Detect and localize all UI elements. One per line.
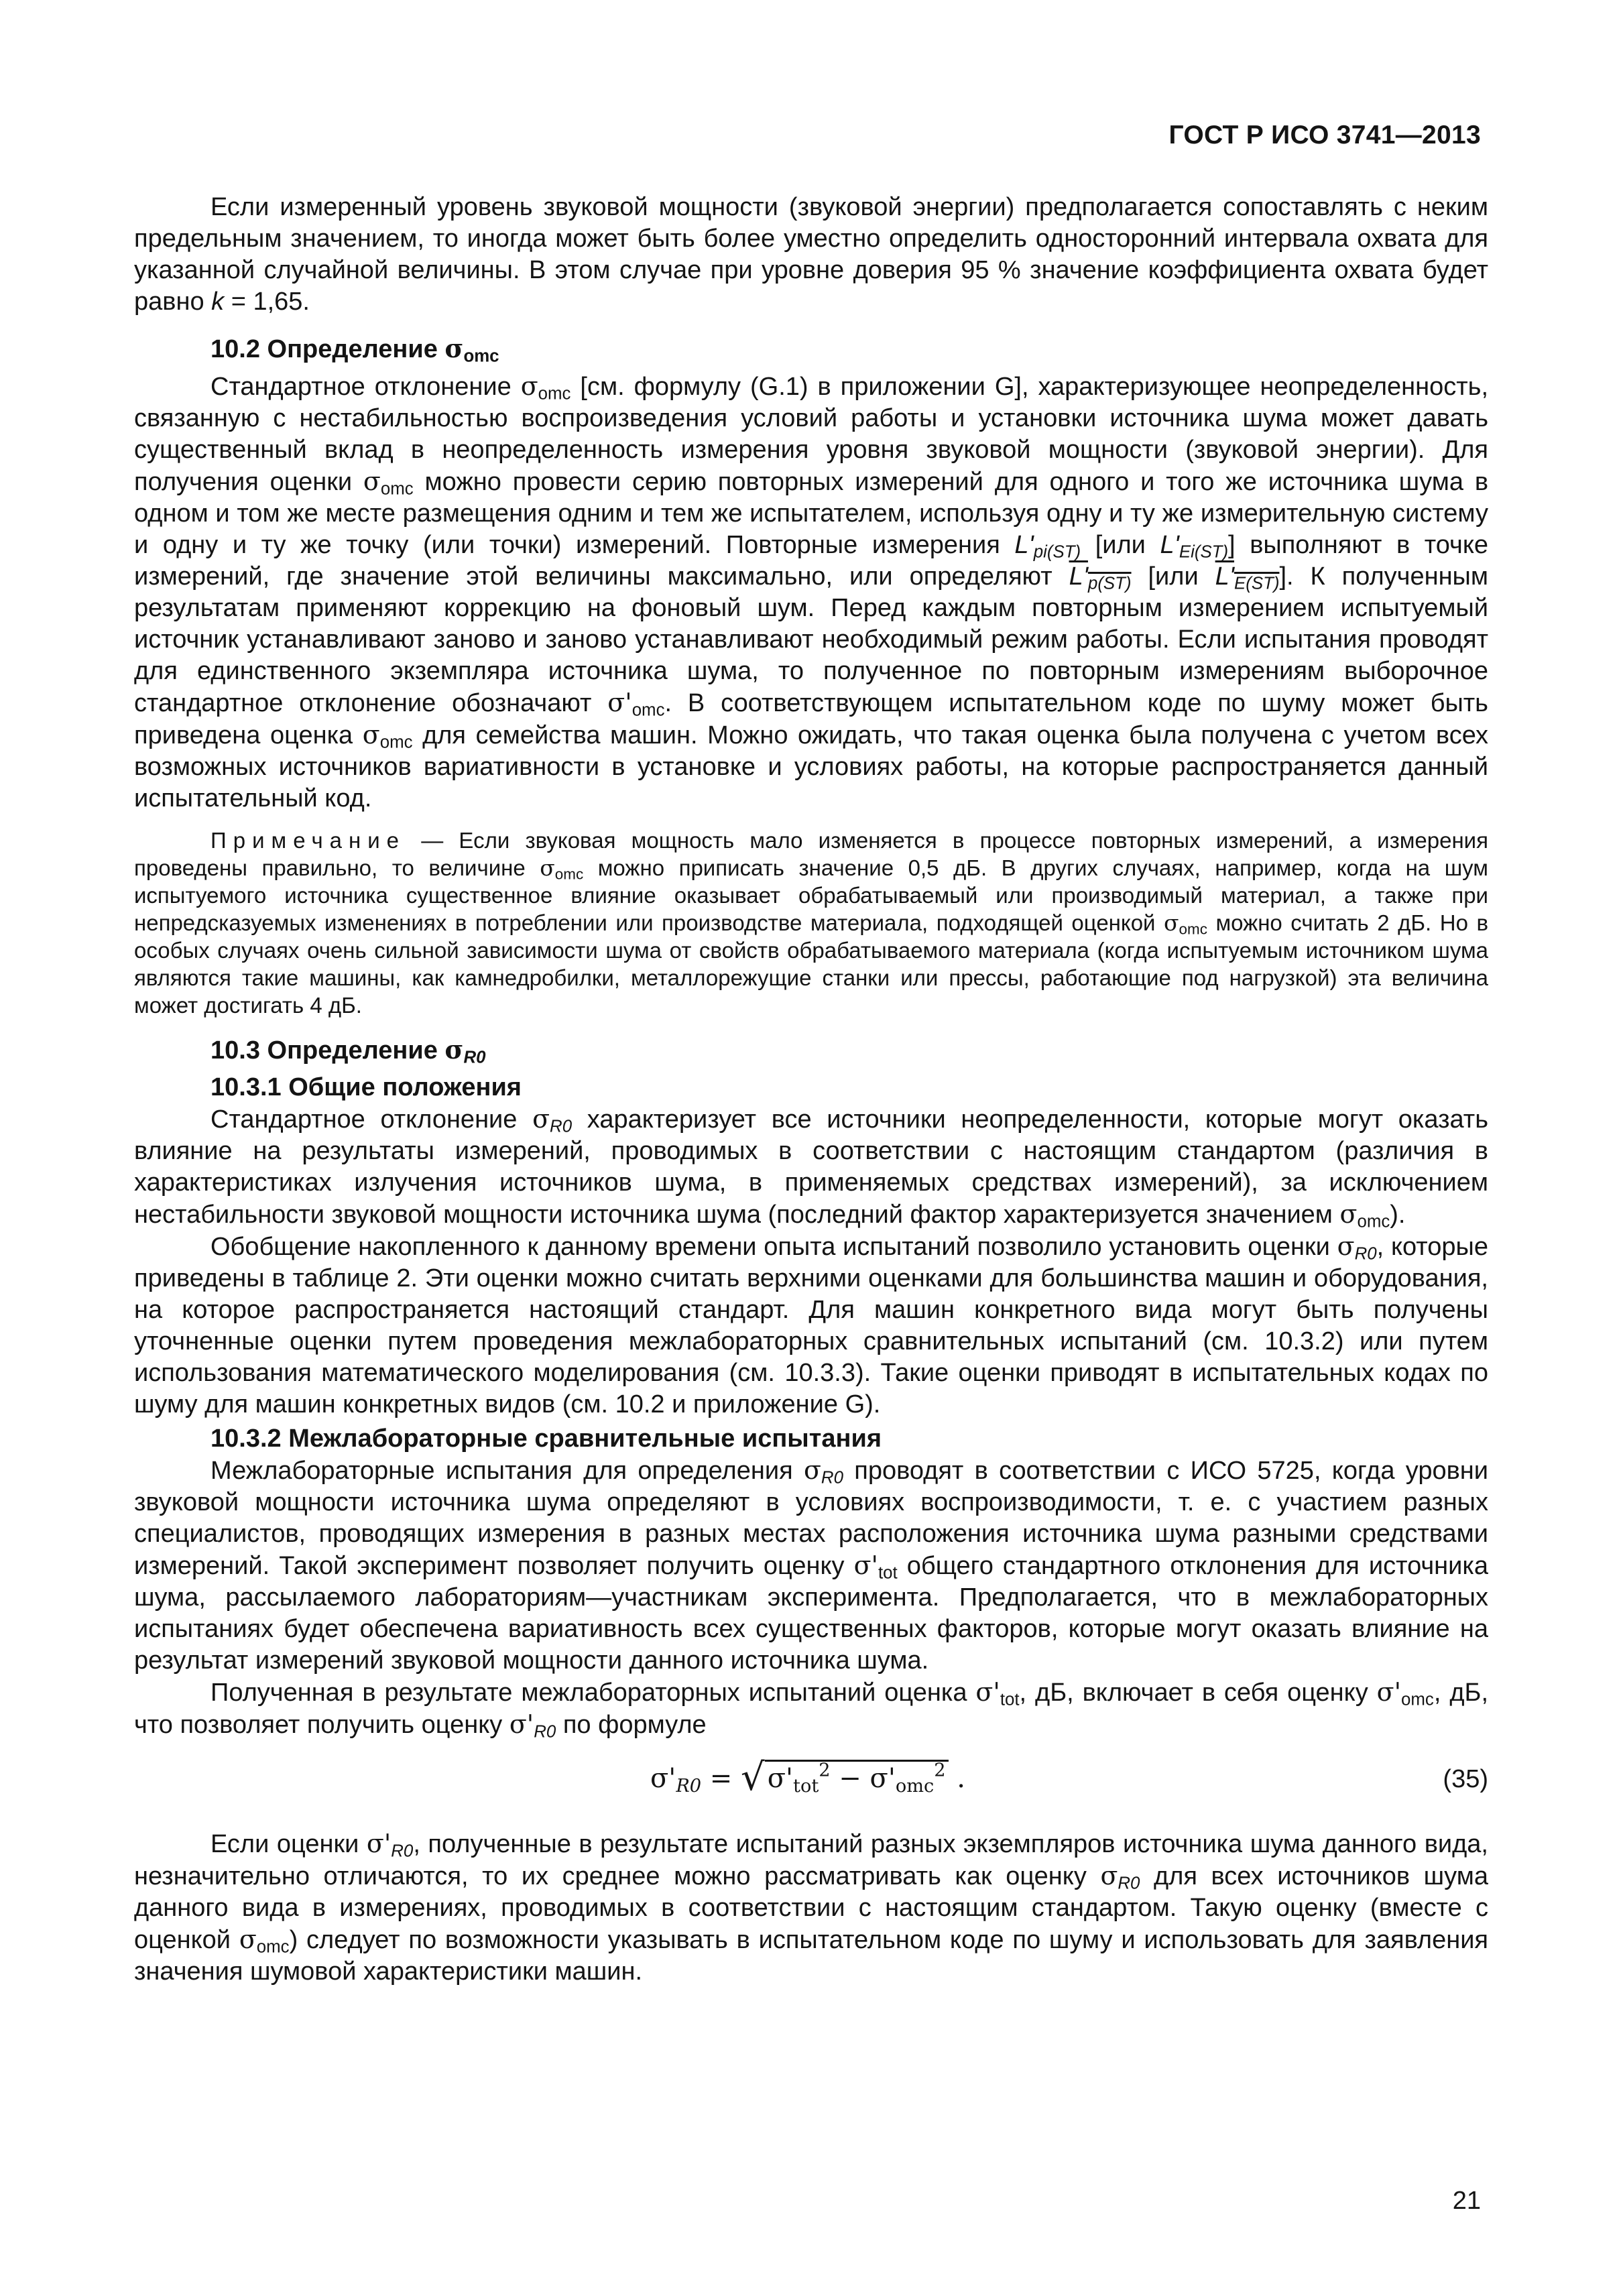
radicand: $\sigma'_{tot}^2 - \sigma'_{omc}^2$ bbox=[765, 1760, 949, 1794]
paragraph-sigma-r0-estimates: Обобщение накопленного к данному времени опыта испытаний позволило установить оценки $\sigma_{R0}$, которые приведены в таблице 2. Эти оценки можно считать верхними оценками для большинства машин и оборудования, на которое распространяется настоящий стандарт. Для машин конкретного вида могут быть получены уточненные оценки путем проведения межлабораторных сравнительных испытаний (см. 10.3.2) или путем использования математического моделирования (см. 10.3.3). Такие оценки приводят в испытательных кодах по шуму для машин конкретных видов (см. 10.2 и приложение G). bbox=[134, 1231, 1488, 1418]
paragraph-interlab-tests: Межлабораторные испытания для определения $\sigma_{R0}$ проводят в соответствии с ИСО 5725, когда уровни звуковой мощности источника шума определяют в условиях воспроизводимости, т. е. с участием разных специалистов, проводящих измерения в разных местах расположения источника шума разными средствами измерений. Такой эксперимент позволяет получить оценку $\sigma'_{tot}$ общего стандартного отклонения для источника шума, рассылаемого лабораториям—участникам эксперимента. Предполагается, что в межлабораторных испытаниях будет обеспечена вариативность всех существенных факторов, которые могут оказать влияние на результат измерений звуковой мощности данного источника шума. bbox=[134, 1455, 1488, 1675]
note-paragraph: Примечание — Если звуковая мощность мало изменяется в процессе повторных измерений, а измерения проведены правильно, то величине $\sigma_{omc}$ можно приписать значение 0,5 дБ. В других случаях, например, когда на шум испытуемого источника существенное влияние оказывает обрабатываемый или производимый материал, а также при непредсказуемых изменениях в потреблении или производстве материала, подходящей оценкой $\sigma_{omc}$ можно считать 2 дБ. Но в особых случаях очень сильной зависимости шума от свойств обрабатываемого материала (когда испытуемым источником шума являются такие машины, как камнедробилки, металлорежущие станки или прессы, работающие под нагрузкой) эта величина может достигать 4 дБ. bbox=[134, 828, 1488, 1018]
mean-energy-symbol: $L'_{E(ST)}$ bbox=[1215, 562, 1280, 593]
paragraph-coverage-factor: Если измеренный уровень звуковой мощности (звуковой энергии) предполагается сопоставлять с неким предельным значением, то иногда может быть более уместно определить односторонний интервала охвата для указанной случайной величины. В этом случае при уровне доверия 95 % значение коэффициента охвата будет равно k = 1,65. bbox=[134, 193, 1488, 316]
page-content bbox=[134, 192, 1488, 1988]
section-heading-10-3: 10.3 Определение $\sigma_{R0}$ bbox=[211, 1034, 486, 1067]
mean-level-symbol: $L'_{p(ST)}$ bbox=[1069, 562, 1132, 593]
section-heading-10-2: 10.2 Определение $\sigma_{omc}$ bbox=[211, 333, 499, 366]
section-heading-10-3-1: 10.3.1 Общие положения bbox=[211, 1073, 522, 1101]
section-heading-10-3-2: 10.3.2 Межлабораторные сравнительные испытания bbox=[211, 1425, 882, 1453]
formula-35 bbox=[134, 1753, 1488, 1813]
page-number: 21 bbox=[1452, 2187, 1481, 2215]
paragraph-formula-intro: Полученная в результате межлабораторных испытаний оценка $\sigma'_{tot}$, дБ, включает в себя оценку $\sigma'_{omc}$, дБ, что позволяет получить оценку $\sigma'_{R0}$ по формуле bbox=[134, 1677, 1488, 1742]
paragraph-average-estimate: Если оценки $\sigma'_{R0}$, полученные в результате испытаний разных экземпляров источника шума данного вида, незначительно отличаются, то их среднее можно рассматривать как оценку $\sigma_{R0}$ для всех источников шума данного вида в измерениях, проводимых в соответствии с настоящим стандартом. Такую оценку (вместе с оценкой $\sigma_{omc}$) следует по возможности указывать в испытательном коде по шуму и использовать для заявления значения шумовой характеристики машин. bbox=[134, 1829, 1488, 1986]
equation-number: (35) bbox=[1443, 1765, 1488, 1793]
paragraph-sigma-omc-definition: Стандартное отклонение $\sigma_{omc}$ [см. формулу (G.1) в приложении G], характеризующее неопределенность, связанную с нестабильностью воспроизведения условий работы и установки источника шума может давать существенный вклад в неопределенность измерения уровня звуковой мощности (звуковой энергии). Для получения оценки $\sigma_{omc}$ можно провести серию повторных измерений для одного и того же источника шума в одном и том же месте размещения одним и тем же испытателем, используя одну и ту же измерительную систему и одну и ту же точку (или точки) измерений. Повторные измерения $L'_{pi(ST)}$ [или $L'_{Ei(ST)}$] выполняют в точке измерений, где значение этой величины максимально, или определяют $L'_{p(ST)}$ [или $L'_{E(ST)}$]. К полученным результатам применяют коррекцию на фоновый шум. Перед каждым повторным измерением испытуемый источник устанавливают заново и заново устанавливают необходимый режим работы. Если испытания проводят для единственного экземпляра источника шума, то полученное по повторным измерениям выборочное стандартное отклонение обозначают $\sigma'_{omc}$. В соответствующем испытательном коде по шуму может быть приведена оценка $\sigma_{omc}$ для семейства машин. Можно ожидать, что такая оценка была получена с учетом всех возможных источников вариативности в установке и условиях работы, на которые распространяется данный испытательный код. bbox=[134, 371, 1489, 812]
document-code-header: ГОСТ Р ИСО 3741—2013 bbox=[1168, 121, 1481, 149]
square-root-sign: √ bbox=[741, 1756, 765, 1799]
paragraph-sigma-r0-general: Стандартное отклонение $\sigma_{R0}$ характеризует все источники неопределенности, которые могут оказать влияние на результаты измерений, проводимых в соответствии с настоящим стандартом (различия в характеристиках излучения источников шума, в применяемых средствах измерений), за исключением нестабильности звуковой мощности источника шума (последний фактор характеризуется значением $\sigma_{omc}$). bbox=[134, 1104, 1489, 1231]
formula-expression: $\sigma'_{R0}$ = √ $\sigma'_{tot}^2 - \sigma'_{omc}^2$ . bbox=[650, 1756, 965, 1799]
